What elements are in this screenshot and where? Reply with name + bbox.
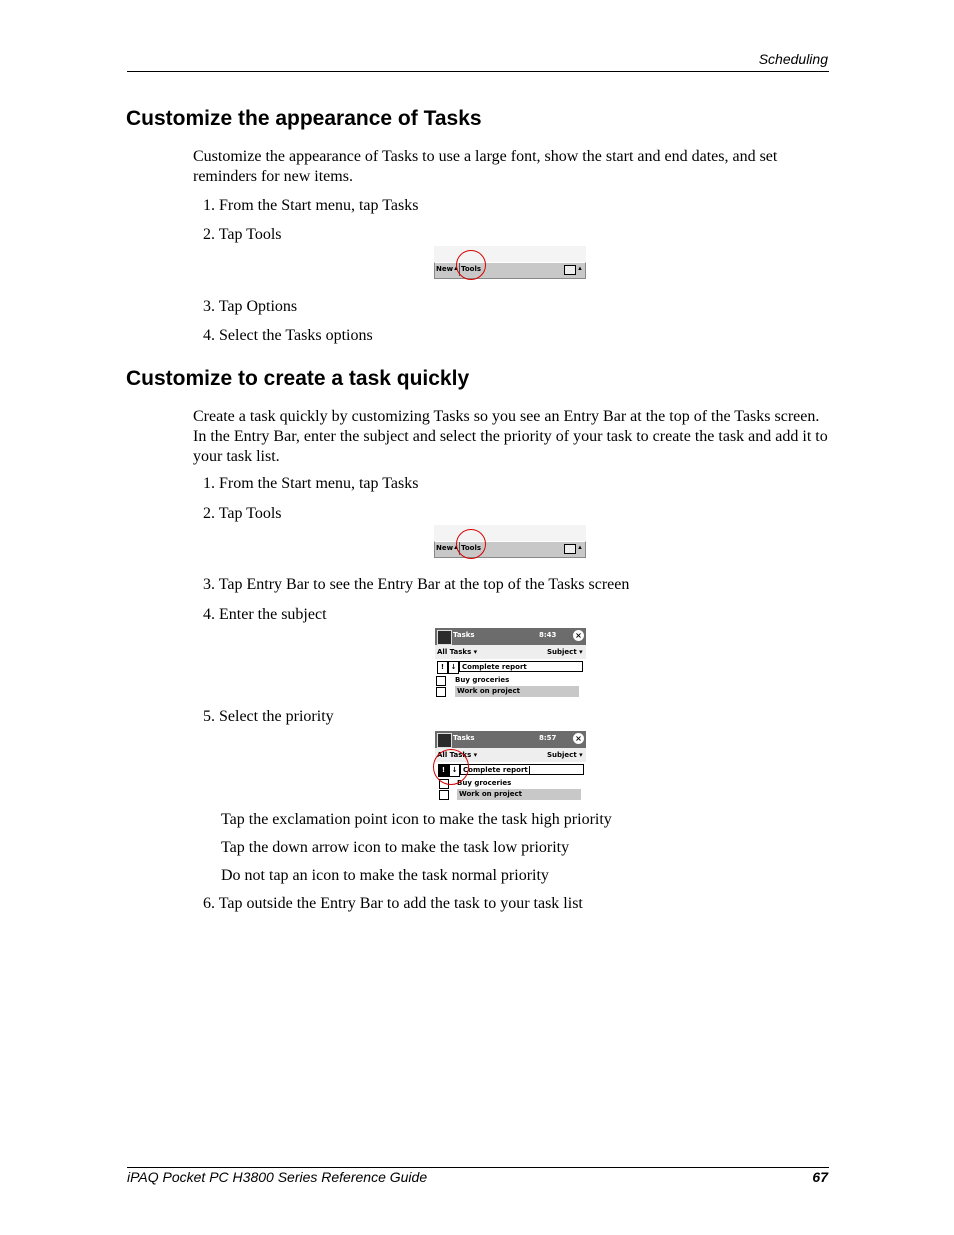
running-header: Scheduling [758,51,828,67]
header-rule [127,71,829,72]
tools-menu-label: Tools [461,544,482,552]
command-bar-screenshot [434,525,586,559]
caret-up-icon: ▲ [453,545,459,551]
step-item: 2. Tap Tools [203,226,282,243]
step-item: 3. Tap Entry Bar to see the Entry Bar at the top of the Tasks screen [203,576,630,593]
step-item: 1. From the Start menu, tap Tasks [203,475,419,492]
footer-title: iPAQ Pocket PC H3800 Series Reference Guide [127,1169,428,1185]
step-item: 3. Tap Options [203,298,298,315]
caret-up-icon: ▲ [577,545,583,551]
keyboard-icon [564,265,576,275]
command-bar-screenshot [434,246,586,280]
app-title: Tasks [453,734,475,742]
title-bar [435,628,586,645]
step-item: 2. Tap Tools [203,505,282,522]
task-checkbox [439,790,449,800]
tasks-screen-screenshot [435,628,586,699]
section-intro-appearance: Customize the appearance of Tasks to use a large font, show the start and end dates, and set reminders for new items. [193,148,778,185]
section-heading-appearance: Customize the appearance of Tasks [126,107,482,130]
windows-flag-icon [437,733,452,748]
low-priority-icon: ↓ [449,764,460,777]
high-priority-icon: ! [438,764,449,777]
step-item: 4. Enter the subject [203,606,327,623]
new-menu-label: New [436,265,454,273]
close-icon: × [573,733,584,744]
footer-rule [127,1167,829,1168]
task-checkbox [436,687,446,697]
priority-note: Tap the exclamation point icon to make the task high priority [221,811,612,828]
sort-selector: Subject ▾ [547,751,583,759]
windows-flag-icon [437,630,452,645]
step-item: 1. From the Start menu, tap Tasks [203,197,419,214]
subject-field: Complete report [459,661,583,672]
caret-up-icon: ▲ [577,266,583,272]
task-label: Work on project [455,686,579,697]
keyboard-icon [564,544,576,554]
filter-bar [435,645,586,659]
text-cursor [529,766,530,774]
priority-note: Tap the down arrow icon to make the task low priority [221,839,570,856]
tools-menu-label: Tools [461,265,482,273]
tasks-screen-screenshot [435,731,586,802]
subject-field [460,764,584,775]
low-priority-icon: ↓ [448,661,459,674]
clock-time: 8:57 [539,734,557,742]
task-label: Buy groceries [455,676,510,684]
caret-up-icon: ▲ [453,266,459,272]
title-bar [435,731,586,748]
highlight-circle [433,749,469,785]
new-menu-label: New [436,544,454,552]
page-number: 67 [812,1169,828,1185]
step-item: 4. Select the Tasks options [203,327,373,344]
task-row [435,675,586,686]
task-label: Buy groceries [457,779,512,787]
sort-selector: Subject ▾ [547,648,583,656]
step-item: 5. Select the priority [203,708,334,725]
section-intro-quick-task: Create a task quickly by customizing Tasks so you see an Entry Bar at the top of the Tasks screen. In the Entry Bar, enter the subject and select the priority of your task to create the task and add it to your task list. [193,408,828,465]
task-label: Work on project [457,789,581,800]
clock-time: 8:43 [539,631,557,639]
task-row [435,686,586,697]
category-filter: All Tasks ▾ [437,751,478,759]
task-row [435,789,586,800]
task-checkbox [436,676,446,686]
high-priority-icon: ! [437,661,448,674]
entry-bar [435,659,586,674]
step-item: 6. Tap outside the Entry Bar to add the task to your task list [203,895,583,912]
highlight-circle [456,529,486,559]
category-filter: All Tasks ▾ [437,648,478,656]
section-heading-quick-task: Customize to create a task quickly [126,367,470,390]
app-title: Tasks [453,631,475,639]
highlight-circle [456,250,486,280]
priority-note: Do not tap an icon to make the task normal priority [221,867,549,884]
subject-text: Complete report [463,766,528,774]
close-icon: × [573,630,584,641]
